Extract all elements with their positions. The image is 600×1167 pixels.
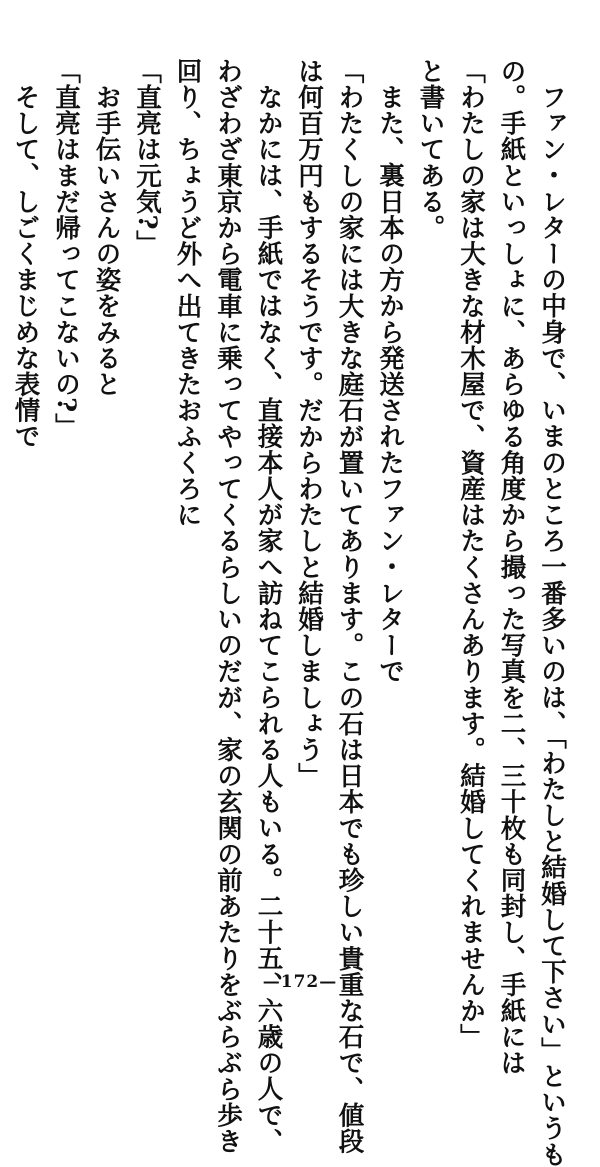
page-number: —172— — [262, 972, 338, 992]
text-line: また、裏日本の方から発送されたファン・レターで — [375, 84, 405, 685]
text-line: 回り、ちょうど外へ出てきたおふくろに — [172, 58, 203, 528]
text-line: の。手紙といっしょに、あらゆる角度から撮った写真を二、三十枚も同封し、手紙には — [496, 58, 527, 1076]
text-line: そして、しごくまじめな表情で — [10, 84, 41, 450]
text-line: 「わたくしの家には大きな庭石が置いてあります。この石は日本でも珍しい貴重な石で、値段 — [334, 58, 365, 1155]
text-line: お手伝いさんの姿をみると — [91, 84, 122, 398]
text-line: ファン・レターの中身で、いまのところ一番多いのは、「わたしと結婚して下さい」というも — [537, 84, 567, 1167]
text-line: は何百万円もするそうです。だからわたしと結婚しましょう」 — [294, 58, 324, 789]
text-line: 「直亮はまだ帰ってこないの?」 — [51, 58, 81, 439]
text-line: 「わたしの家は大きな材木屋で、資産はたくさんあります。結婚してくれませんか」 — [456, 58, 486, 1050]
text-line: 「直亮は元気?」 — [132, 58, 162, 257]
text-line: なかには、手紙ではなく、直接本人が家へ訪ねてこられる人もいる。二十五、六歳の人で、 — [253, 84, 284, 1155]
text-line: わざわざ東京から電車に乗ってやってくるらしいのだが、家の玄関の前あたりをぶらぶら歩き — [213, 58, 243, 1155]
text-line: と書いてある。 — [415, 58, 446, 241]
